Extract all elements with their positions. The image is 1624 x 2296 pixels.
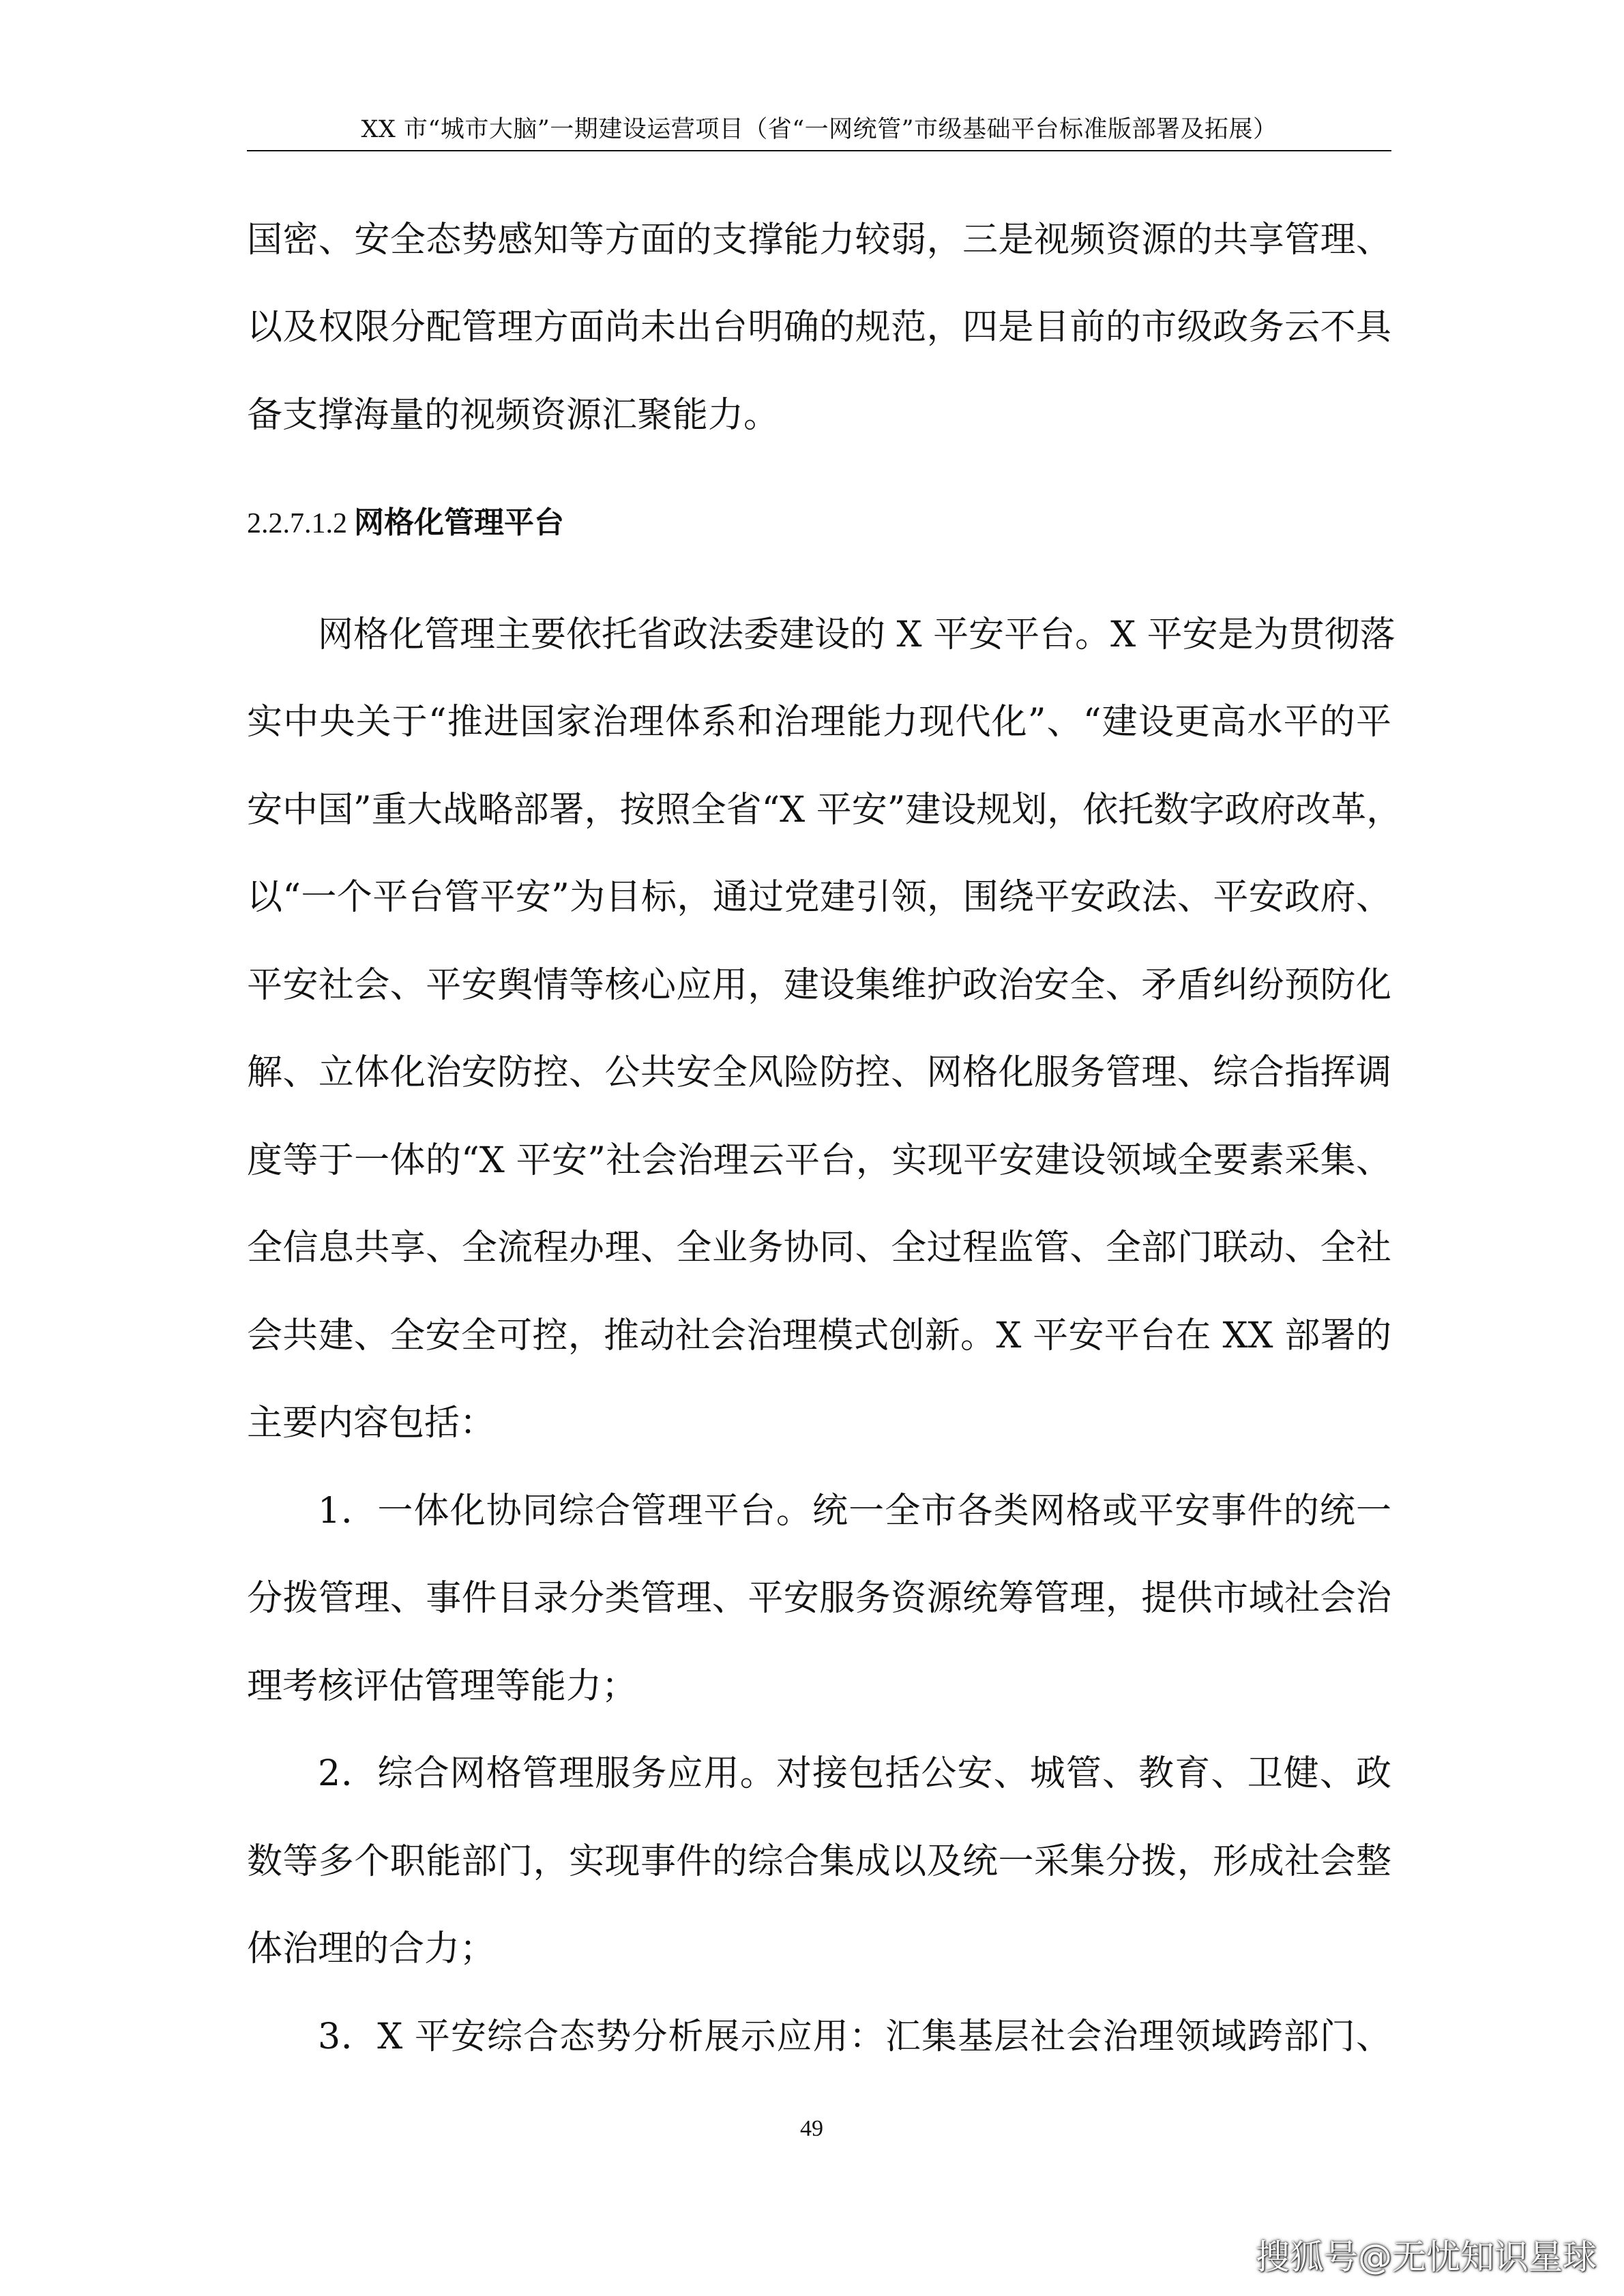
paragraph-line: 实中央关于“推进国家治理体系和治理能力现代化”、“建设更高水平的平 — [247, 702, 1391, 743]
paragraph-line: 平安社会、平安舆情等核心应用，建设集维护政治安全、矛盾纠纷预防化 — [247, 965, 1391, 1006]
paragraph-line: 安中国”重大战略部署，按照全省“X 平安”建设规划，依托数字政府改革， — [247, 790, 1402, 831]
paragraph-line: 网格化管理主要依托省政法委建设的 X 平安平台。X 平安是为贯彻落 — [318, 614, 1396, 655]
paragraph-line: 国密、安全态势感知等方面的支撑能力较弱，三是视频资源的共享管理、 — [247, 220, 1391, 260]
watermark: 搜狐号@无忧知识星球 — [1256, 2237, 1597, 2277]
section-heading — [247, 503, 564, 543]
list-item-line: 理考核评估管理等能力； — [247, 1666, 638, 1707]
section-number: 2.2.7.1.2 — [247, 508, 347, 539]
paragraph-line: 主要内容包括： — [247, 1403, 496, 1444]
paragraph-line: 全信息共享、全流程办理、全业务协同、全过程监管、全部门联动、全社 — [247, 1227, 1391, 1268]
list-item-line: 数等多个职能部门，实现事件的综合集成以及统一采集分拨，形成社会整 — [247, 1841, 1391, 1882]
paragraph-line: 以“一个平台管平安”为目标，通过党建引领，围绕平安政法、平安政府、 — [247, 877, 1391, 918]
page-number: 49 — [800, 2116, 823, 2141]
list-item-line: 2．综合网格管理服务应用。对接包括公安、城管、教育、卫健、政 — [318, 1753, 1391, 1794]
section-title: 网格化管理平台 — [354, 505, 564, 540]
header-divider — [247, 150, 1391, 151]
running-header: XX 市“城市大脑”一期建设运营项目（省“一网统管”市级基础平台标准版部署及拓展） — [361, 116, 1278, 143]
paragraph-line: 解、立体化治安防控、公共安全风险防控、网格化服务管理、综合指挥调 — [247, 1052, 1391, 1093]
list-item-line: 1．一体化协同综合管理平台。统一全市各类网格或平安事件的统一 — [318, 1491, 1391, 1532]
list-item-line: 体治理的合力； — [247, 1928, 496, 1969]
paragraph-line: 度等于一体的“X 平安”社会治理云平台，实现平安建设领域全要素采集、 — [247, 1140, 1391, 1181]
paragraph-line: 会共建、全安全可控，推动社会治理模式创新。X 平安平台在 XX 部署的 — [247, 1315, 1391, 1356]
paragraph-line: 备支撑海量的视频资源汇聚能力。 — [247, 395, 780, 436]
list-item-line: 3．X 平安综合态势分析展示应用：汇集基层社会治理领域跨部门、 — [318, 2016, 1391, 2057]
paragraph-line: 以及权限分配管理方面尚未出台明确的规范，四是目前的市级政务云不具 — [247, 307, 1391, 348]
list-item-line: 分拨管理、事件目录分类管理、平安服务资源统筹管理，提供市域社会治 — [247, 1578, 1391, 1619]
